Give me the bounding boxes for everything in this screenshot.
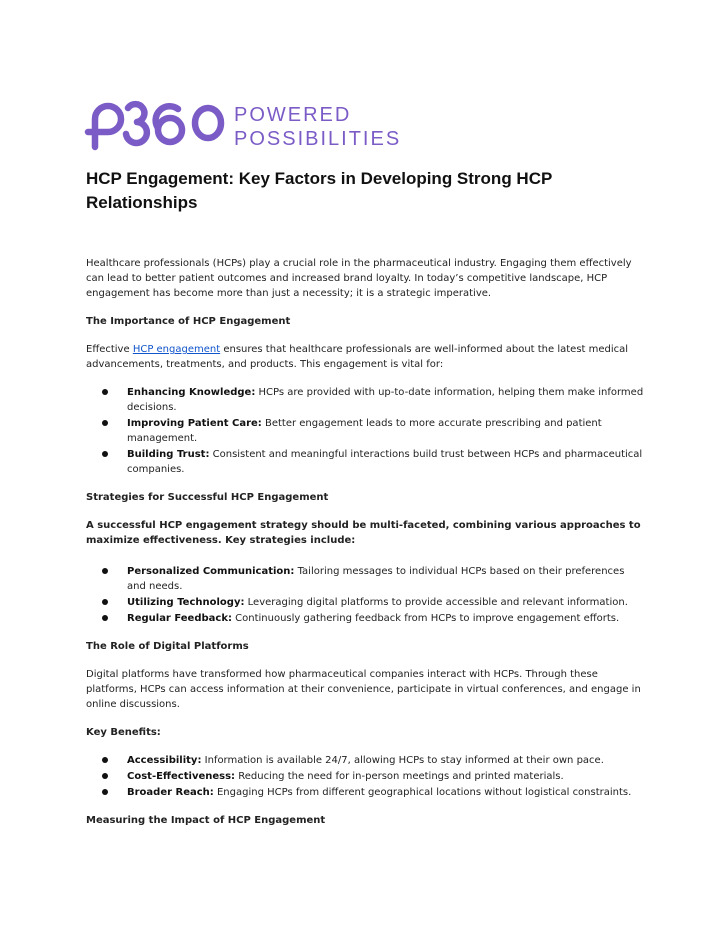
- item-text: Reducing the need for in-person meetings and printed materials.: [235, 771, 564, 782]
- list-item: [86, 785, 646, 800]
- document-title: HCP Engagement: Key Factors in Developing Strong HCP Relationships: [86, 169, 553, 212]
- bullet-icon: [102, 389, 108, 395]
- bullet-icon: [102, 420, 108, 426]
- item-text: Consistent and meaningful interactions build trust between HCPs and pharmaceutical companies.: [127, 449, 643, 475]
- item-text: Continuously gathering feedback from HCPs to improve engagement efforts.: [231, 613, 620, 624]
- item-label: Personalized Communication:: [127, 566, 295, 577]
- list-item: [86, 595, 646, 610]
- para-text: Effective: [86, 344, 133, 355]
- section-heading-importance: The Importance of HCP Engagement: [86, 316, 291, 327]
- section-heading-measuring: Measuring the Impact of HCP Engagement: [86, 815, 326, 826]
- list-item: [86, 753, 646, 768]
- list-item: [86, 564, 646, 594]
- bullet-icon: [102, 757, 108, 763]
- item-text: Engaging HCPs from different geographical locations without logistical constraints.: [213, 787, 632, 798]
- list-item: [86, 447, 646, 477]
- intro-paragraph: Healthcare professionals (HCPs) play a crucial role in the pharmaceutical industry. Engaging them effectively can lead to better patient outcomes and increased brand loyalty. In today’s competitive landscape, HCP engagement has become more than just a necessity; it is a strategic imperative.: [86, 258, 632, 299]
- logo-tagline-line2: POSSIBILITIES: [234, 128, 402, 150]
- item-label: Enhancing Knowledge:: [127, 387, 256, 398]
- hcp-engagement-link[interactable]: HCP engagement: [132, 344, 221, 355]
- section-heading-digital: The Role of Digital Platforms: [86, 641, 249, 652]
- importance-list: [86, 385, 646, 477]
- list-item: [86, 385, 646, 415]
- p360-logo: [84, 97, 414, 151]
- list-item: [86, 416, 646, 446]
- strategies-lead: A successful HCP engagement strategy should be multi-faceted, combining various approaches to maximize effectiveness. Key strategies include:: [86, 520, 641, 546]
- digital-paragraph: Digital platforms have transformed how pharmaceutical companies interact with HCPs. Through these platforms, HCPs can access information at their convenience, participate in virtual conferences, and engage in online discussions.: [86, 669, 641, 710]
- bullet-icon: [102, 451, 108, 457]
- bullet-icon: [102, 615, 108, 621]
- section-heading-strategies: Strategies for Successful HCP Engagement: [86, 492, 329, 503]
- importance-paragraph: [86, 342, 646, 372]
- item-text: HCPs are provided with up-to-date information, helping them make informed decisions.: [127, 387, 644, 413]
- bullet-icon: [102, 789, 108, 795]
- item-text: Tailoring messages to individual HCPs based on their preferences and needs.: [127, 566, 625, 592]
- para-text: ensures that healthcare professionals are well-informed about the latest medical advancements, treatments, and products. This engagement is vital for:: [86, 344, 629, 370]
- list-item: [86, 611, 646, 626]
- list-item: [86, 769, 646, 784]
- item-label: Regular Feedback:: [127, 613, 232, 624]
- item-label: Accessibility:: [127, 755, 202, 766]
- section-heading-benefits: Key Benefits:: [86, 727, 161, 738]
- item-label: Cost-Effectiveness:: [127, 771, 236, 782]
- item-text: Information is available 24/7, allowing HCPs to stay informed at their own pace.: [201, 755, 604, 766]
- item-label: Broader Reach:: [127, 787, 214, 798]
- p360-logo-mark: [84, 97, 414, 151]
- bullet-icon: [102, 773, 108, 779]
- item-text: Leveraging digital platforms to provide accessible and relevant information.: [244, 597, 628, 608]
- bullet-icon: [102, 599, 108, 605]
- benefits-list: [86, 753, 646, 800]
- item-label: Building Trust:: [127, 449, 210, 460]
- document-body: [86, 256, 646, 841]
- item-label: Improving Patient Care:: [127, 418, 262, 429]
- strategies-list: [86, 564, 646, 626]
- item-label: Utilizing Technology:: [127, 597, 245, 608]
- item-text: Better engagement leads to more accurate prescribing and patient management.: [127, 418, 602, 444]
- logo-tagline-line1: POWERED: [234, 104, 352, 126]
- bullet-icon: [102, 568, 108, 574]
